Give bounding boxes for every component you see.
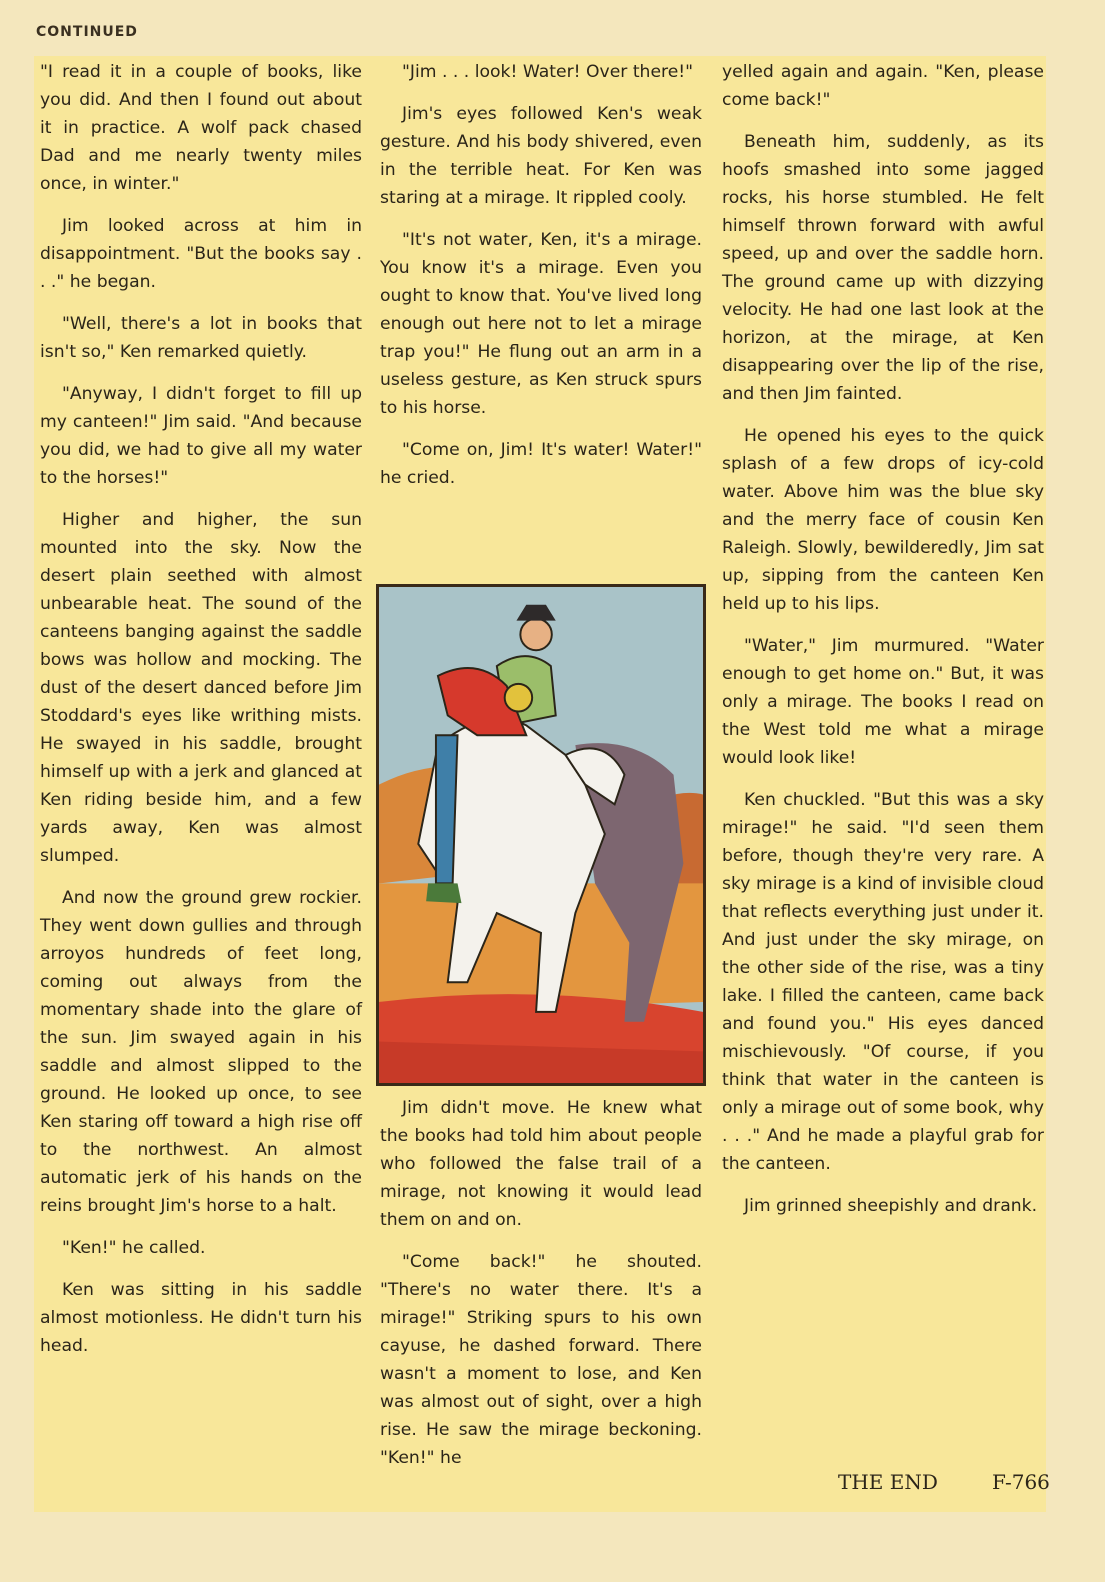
paragraph: yelled again and again. "Ken, please come back!" — [722, 62, 1044, 110]
paragraph: Ken was sitting in his saddle almost motionless. He didn't turn his head. — [40, 1280, 362, 1356]
illustration-panel — [376, 584, 706, 1086]
paragraph: "Come on, Jim! It's water! Water!" he cried. — [380, 440, 702, 488]
paragraph: "I read it in a couple of books, like you did. And then I found out about it in practice. A wolf pack chased Dad and me nearly twenty miles once, in winter." — [40, 62, 362, 194]
paragraph: Jim didn't move. He knew what the books had told him about people who followed the false trail of a mirage, not knowing it would lead them on and on. — [380, 1098, 702, 1230]
paragraph: "Well, there's a lot in books that isn't so," Ken remarked quietly. — [40, 314, 362, 362]
paragraph: "Ken!" he called. — [62, 1238, 206, 1258]
paragraph: "It's not water, Ken, it's a mirage. You know it's a mirage. Even you ought to know that. You've lived long enough out here not to let a mirage trap you!" He flung out an arm in a useless gesture, as Ken struck spurs to his horse. — [380, 230, 702, 418]
text-column-3 — [722, 58, 1044, 1234]
paragraph: "Water," Jim murmured. "Water enough to get home on." But, it was only a mirage. The books I read on the West told me what a mirage would look like! — [722, 636, 1044, 768]
continued-label: CONTINUED — [36, 24, 138, 40]
paragraph: "Anyway, I didn't forget to fill up my canteen!" Jim said. "And because you did, we had to give all my water to the horses!" — [40, 384, 362, 488]
paragraph: And now the ground grew rockier. They went down gullies and through arroyos hundreds of feet long, coming out always from the momentary shade into the glare of the sun. Jim swayed again in his saddle and almost slipped to the ground. He looked up once, to see Ken staring off toward a high rise off to the northwest. An almost automatic jerk of his hands on the reins brought Jim's horse to a halt. — [40, 888, 362, 1216]
paragraph: Jim's eyes followed Ken's weak gesture. And his body shivered, even in the terrible heat. For Ken was staring at a mirage. It rippled cooly. — [380, 104, 702, 208]
text-column-2-top — [380, 58, 702, 506]
paragraph: He opened his eyes to the quick splash of a few drops of icy-cold water. Above him was the blue sky and the merry face of cousin Ken Raleigh. Slowly, bewilderedly, Jim sat up, sipping from the canteen Ken held up to his lips. — [722, 426, 1044, 614]
paragraph: Jim looked across at him in disappointment. "But the books say . . ." he began. — [40, 216, 362, 292]
the-end-label: THE END — [838, 1470, 938, 1494]
story-code: F-766 — [992, 1470, 1050, 1494]
paragraph: Beneath him, suddenly, as its hoofs smashed into some jagged rocks, his horse stumbled. He felt himself thrown forward with awful speed, up and over the saddle horn. The ground came up with dizzying velocity. He had one last look at the horizon, at the mirage, at Ken disappearing over the lip of the rise, and then Jim fainted. — [722, 132, 1044, 404]
paragraph: "Jim . . . look! Water! Over there!" — [402, 62, 694, 82]
paragraph: "Come back!" he shouted. "There's no water there. It's a mirage!" Striking spurs to his own cayuse, he dashed forward. There wasn't a moment to lose, and Ken was almost out of sight, over a high rise. He saw the mirage beckoning. "Ken!" he — [380, 1252, 702, 1468]
paragraph: Ken chuckled. "But this was a sky mirage!" he said. "I'd seen them before, though they're very rare. A sky mirage is a kind of invisible cloud that reflects everything just under it. And just under the sky mirage, on the other side of the rise, was a tiny lake. I filled the canteen, came back and found you." His eyes danced mischievously. "Of course, if you think that water in the canteen is only a mirage out of some book, why . . ." And he made a playful grab for the canteen. — [722, 790, 1044, 1174]
text-column-2-bottom — [380, 1094, 702, 1486]
paragraph: Higher and higher, the sun mounted into the sky. Now the desert plain seethed with almost unbearable heat. The sound of the canteens banging against the saddle bows was hollow and mocking. The dust of the desert danced before Jim Stoddard's eyes like writhing mists. He swayed in his saddle, brought himself up with a jerk and glanced at Ken riding beside him, and a few yards away, Ken was almost slumped. — [40, 510, 362, 866]
text-column-1 — [40, 58, 362, 1374]
cowboy-riders-illustration — [379, 587, 703, 1083]
paragraph: Jim grinned sheepishly and drank. — [744, 1196, 1038, 1216]
